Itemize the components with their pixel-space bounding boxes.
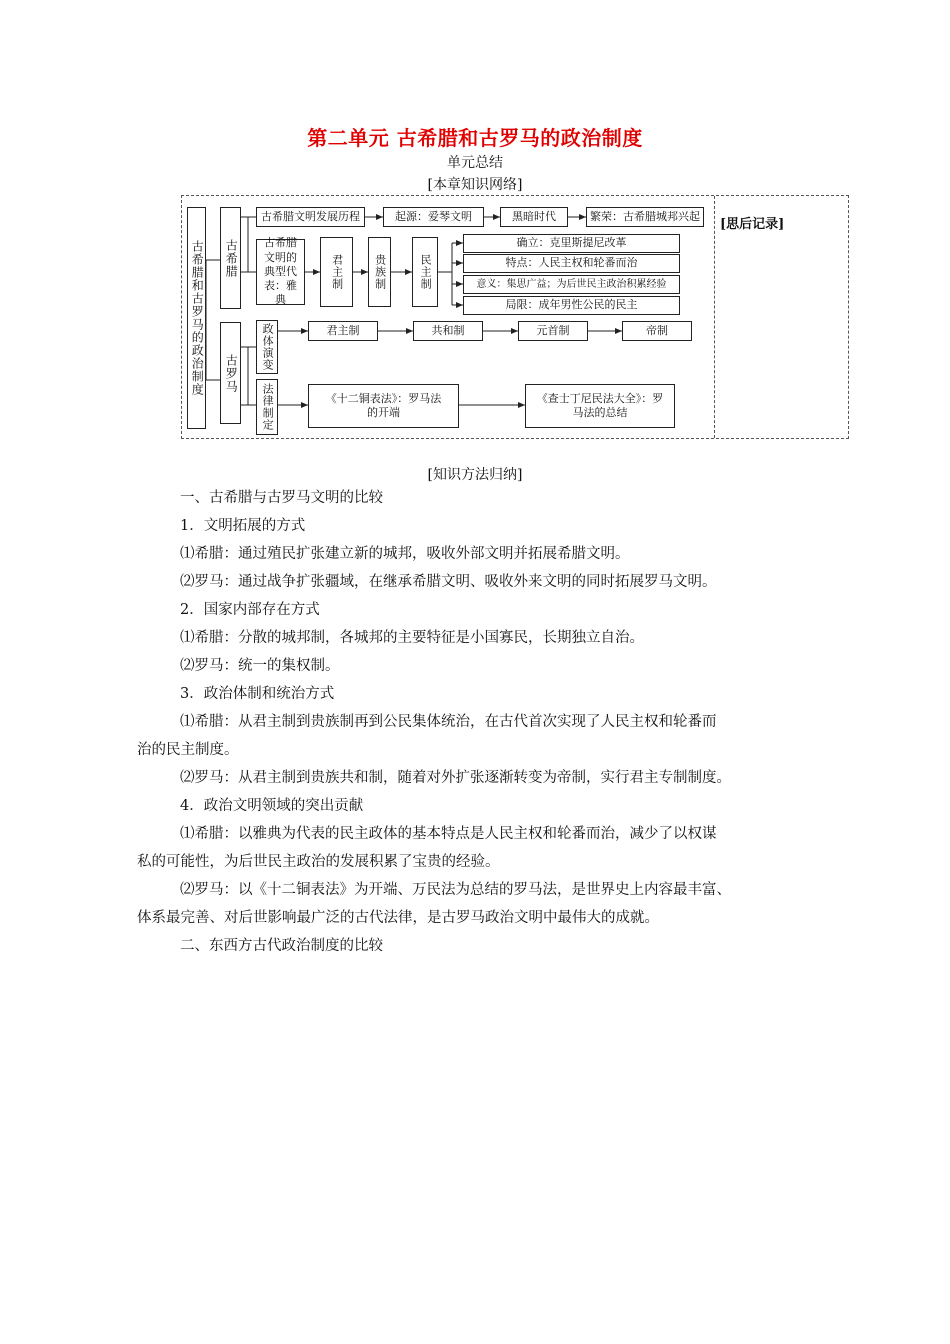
diagram-monarchy: 君主制: [320, 237, 353, 307]
diagram-root: 古希腊和古罗马的政治制度: [187, 207, 206, 429]
diagram-twelve-tables: 《十二铜表法》：罗马法的开端: [308, 384, 459, 428]
page-title: 第二单元 古希腊和古罗马的政治制度: [307, 126, 643, 150]
section-heading-1: 一、古希腊与古罗马文明的比较: [180, 490, 383, 506]
diagram-democracy: 民主制: [412, 237, 438, 307]
diagram-dark-age: 黑暗时代: [500, 207, 568, 227]
subheading-3: 3．政治体制和统治方式: [180, 686, 335, 702]
diagram-aristocracy: 贵族制: [368, 237, 391, 307]
diagram-limits: 局限：成年男性公民的民主: [463, 296, 680, 315]
subheading-4: 4．政治文明领域的突出贡献: [180, 798, 364, 814]
paragraph: ⑴希腊：通过殖民扩张建立新的城邦，吸收外部文明并拓展希腊文明。: [180, 546, 630, 562]
paragraph: ⑴希腊：从君主制到贵族制再到公民集体统治，在古代首次实现了人民主权和轮番而: [180, 714, 717, 730]
diagram-justinian-code: 《查士丁尼民法大全》：罗马法的总结: [525, 384, 675, 428]
diagram-greece: 古希腊: [220, 207, 241, 309]
diagram-establish: 确立：克里斯提尼改革: [463, 234, 680, 253]
diagram-rome-monarchy: 君主制: [308, 321, 378, 341]
diagram-features: 特点：人民主权和轮番而治: [463, 254, 680, 273]
diagram-origin: 起源：爱琴文明: [383, 207, 484, 227]
subheading-1: 1．文明拓展的方式: [180, 518, 306, 534]
paragraph: ⑵罗马：从君主制到贵族共和制，随着对外扩张逐渐转变为帝制，实行君主专制制度。: [180, 770, 731, 786]
method-label: [知识方法归纳]: [427, 467, 523, 483]
diagram-significance: 意义：集思广益；为后世民主政治积累经验: [463, 275, 680, 294]
page-subtitle: 单元总结: [447, 155, 503, 171]
diagram-law-making: 法律制定: [256, 379, 278, 435]
paragraph: ⑵罗马：统一的集权制。: [180, 658, 340, 674]
paragraph: 私的可能性，为后世民主政治的发展积累了宝贵的经验。: [137, 854, 500, 870]
paragraph: ⑵罗马：以《十二铜表法》为开端、万民法为总结的罗马法，是世界史上内容最丰富、: [180, 882, 731, 898]
paragraph: ⑵罗马：通过战争扩张疆域，在继承希腊文明、吸收外来文明的同时拓展罗马文明。: [180, 574, 717, 590]
paragraph: ⑴希腊：以雅典为代表的民主政体的基本特点是人民主权和轮番而治，减少了以权谋: [180, 826, 717, 842]
diagram-regime-evolution: 政体演变: [256, 320, 278, 374]
diagram-rome: 古罗马: [220, 322, 241, 424]
diagram-rome-principate: 元首制: [518, 321, 588, 341]
knowledge-map-label: [本章知识网络]: [427, 177, 523, 193]
diagram-typical-athens: 古希腊文明的典型代表：雅典: [256, 239, 305, 305]
subheading-2: 2．国家内部存在方式: [180, 602, 320, 618]
paragraph: ⑴希腊：分散的城邦制，各城邦的主要特征是小国寡民，长期独立自治。: [180, 630, 644, 646]
paragraph: 体系最完善、对后世影响最广泛的古代法律，是古罗马政治文明中最伟大的成就。: [137, 910, 659, 926]
diagram-rome-republic: 共和制: [413, 321, 483, 341]
notes-label: [思后记录]: [720, 217, 785, 232]
diagram-greece-history: 古希腊文明发展历程: [256, 207, 365, 227]
diagram-prosperity: 繁荣：古希腊城邦兴起: [586, 207, 704, 227]
section-heading-2: 二、东西方古代政治制度的比较: [180, 938, 383, 954]
paragraph: 治的民主制度。: [137, 742, 239, 758]
diagram-rome-empire: 帝制: [622, 321, 692, 341]
